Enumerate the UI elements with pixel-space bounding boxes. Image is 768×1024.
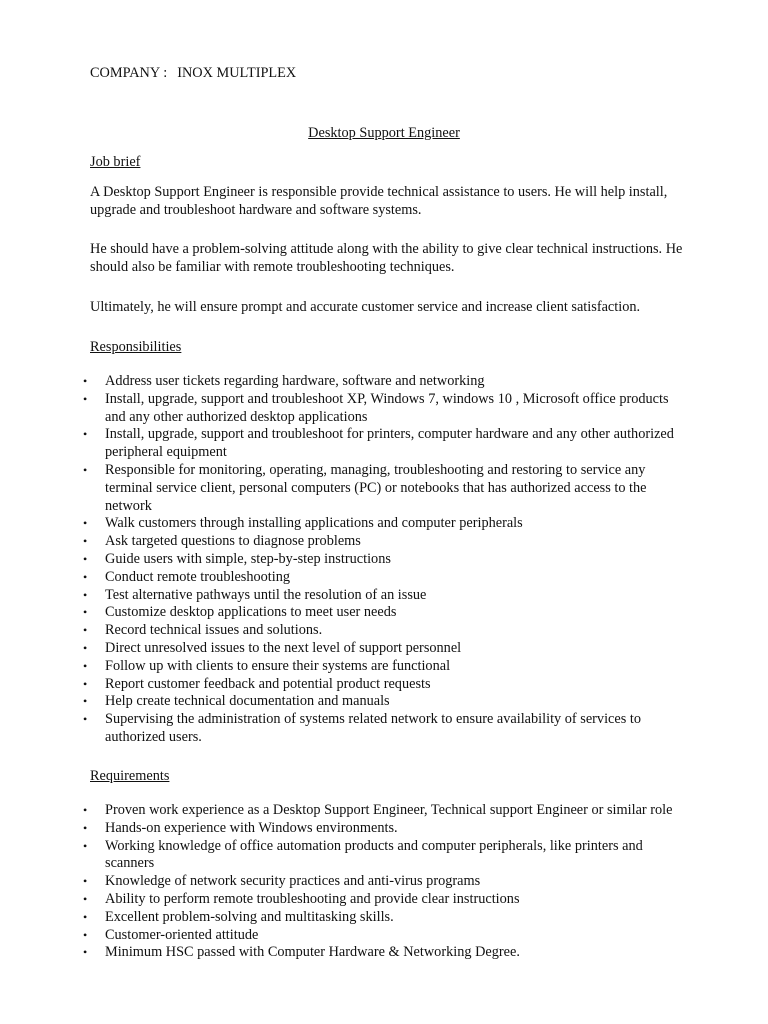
list-item [0, 711, 700, 747]
bullet-dot: • [83, 874, 88, 889]
list-item [0, 891, 700, 909]
list-item-text: Install, upgrade, support and troubleshoot for printers, computer hardware and any other authorized peripheral equipment [105, 426, 674, 461]
page-title: Desktop Support Engineer [308, 125, 460, 141]
list-item [0, 927, 700, 945]
bullet-dot: • [83, 605, 88, 620]
list-item-text: Responsible for monitoring, operating, managing, troubleshooting and restoring to service any terminal service client, personal computers (PC) or notebooks that has authorized access to the network [105, 461, 647, 514]
bullet-dot: • [83, 658, 88, 673]
list-item-text: Working knowledge of office automation products and computer peripherals, like printers and scanners [105, 837, 643, 872]
job-brief-heading: Job brief [90, 154, 141, 170]
job-brief-paragraph-2: He should have a problem-solving attitude along with the ability to give clear technical instructions. He should also be familiar with remote troubleshooting techniques. [90, 241, 683, 275]
list-item [0, 391, 700, 427]
list-item [0, 944, 700, 962]
list-item-text: Direct unresolved issues to the next level of support personnel [105, 639, 462, 656]
list-item [0, 640, 700, 658]
list-item-text: Minimum HSC passed with Computer Hardware & Networking Degree. [105, 944, 520, 961]
bullet-dot: • [83, 623, 88, 638]
list-item [0, 533, 700, 551]
bullet-dot: • [83, 640, 88, 655]
list-item-text: Supervising the administration of systems related network to ensure availability of services to authorized users. [105, 711, 642, 745]
list-item-text: Proven work experience as a Desktop Support Engineer, Technical support Engineer or similar role [105, 802, 673, 818]
list-item-text: Guide users with simple, step-by-step instructions [105, 550, 391, 567]
bullet-dot: • [83, 676, 88, 691]
list-item-text: Ask targeted questions to diagnose problems [105, 533, 361, 550]
list-item-text: Ability to perform remote troubleshooting and provide clear instructions [105, 890, 520, 907]
list-item [0, 820, 700, 838]
list-item [0, 373, 700, 391]
responsibilities-list [0, 373, 700, 747]
list-item [0, 551, 700, 569]
job-brief-paragraph-1: A Desktop Support Engineer is responsible provide technical assistance to users. He will help install, upgrade and troubleshoot hardware and software systems. [90, 184, 668, 218]
bullet-dot: • [83, 551, 88, 566]
bullet-dot: • [83, 462, 88, 477]
bullet-dot: • [83, 891, 88, 906]
list-item-text: Record technical issues and solutions. [105, 622, 323, 639]
bullet-dot: • [83, 909, 88, 924]
list-item [0, 426, 700, 462]
bullet-dot: • [83, 694, 88, 709]
list-item-text: Test alternative pathways until the resolution of an issue [105, 586, 427, 603]
list-item-text: Help create technical documentation and manuals [105, 693, 390, 710]
list-item-text: Install, upgrade, support and troubleshoot XP, Windows 7, windows 10 , Microsoft office products and any other authorized desktop applications [105, 390, 669, 425]
list-item [0, 693, 700, 711]
job-brief-paragraph-3: Ultimately, he will ensure prompt and accurate customer service and increase client satisfaction. [90, 299, 641, 315]
company-label: COMPANY : [90, 65, 168, 81]
list-item [0, 515, 700, 533]
list-item [0, 462, 700, 515]
list-item [0, 569, 700, 587]
bullet-dot: • [83, 712, 88, 727]
list-item [0, 676, 700, 694]
bullet-dot: • [83, 803, 88, 817]
list-item-text: Follow up with clients to ensure their systems are functional [105, 657, 451, 674]
list-item [0, 909, 700, 927]
list-item [0, 587, 700, 605]
list-item [0, 622, 700, 640]
list-item-text: Report customer feedback and potential product requests [105, 675, 431, 692]
bullet-dot: • [83, 820, 88, 835]
bullet-dot: • [83, 587, 88, 602]
bullet-dot: • [83, 516, 88, 531]
list-item [0, 604, 700, 622]
company-name: INOX MULTIPLEX [177, 65, 297, 81]
bullet-dot: • [83, 927, 88, 942]
responsibilities-heading: Responsibilities [90, 339, 182, 355]
list-item-text: Excellent problem-solving and multitasking skills. [105, 908, 394, 925]
list-item-text: Customer-oriented attitude [105, 926, 259, 943]
bullet-dot: • [83, 838, 88, 853]
bullet-dot: • [83, 427, 88, 442]
list-item [0, 838, 700, 874]
list-item-text: Hands-on experience with Windows environments. [105, 819, 398, 836]
list-item-text: Knowledge of network security practices and anti-virus programs [105, 873, 481, 890]
list-item [0, 658, 700, 676]
list-item [0, 873, 700, 891]
bullet-dot: • [83, 945, 88, 960]
requirements-list [0, 802, 700, 962]
bullet-dot: • [83, 374, 88, 388]
company-line [90, 64, 296, 82]
list-item-text: Address user tickets regarding hardware, software and networking [105, 373, 485, 389]
requirements-heading: Requirements [90, 768, 170, 784]
list-item-text: Conduct remote troubleshooting [105, 568, 291, 585]
list-item-text: Customize desktop applications to meet user needs [105, 604, 397, 621]
list-item-text: Walk customers through installing applications and computer peripherals [105, 515, 523, 532]
bullet-dot: • [83, 534, 88, 549]
list-item [0, 802, 700, 820]
bullet-dot: • [83, 391, 88, 406]
bullet-dot: • [83, 569, 88, 584]
